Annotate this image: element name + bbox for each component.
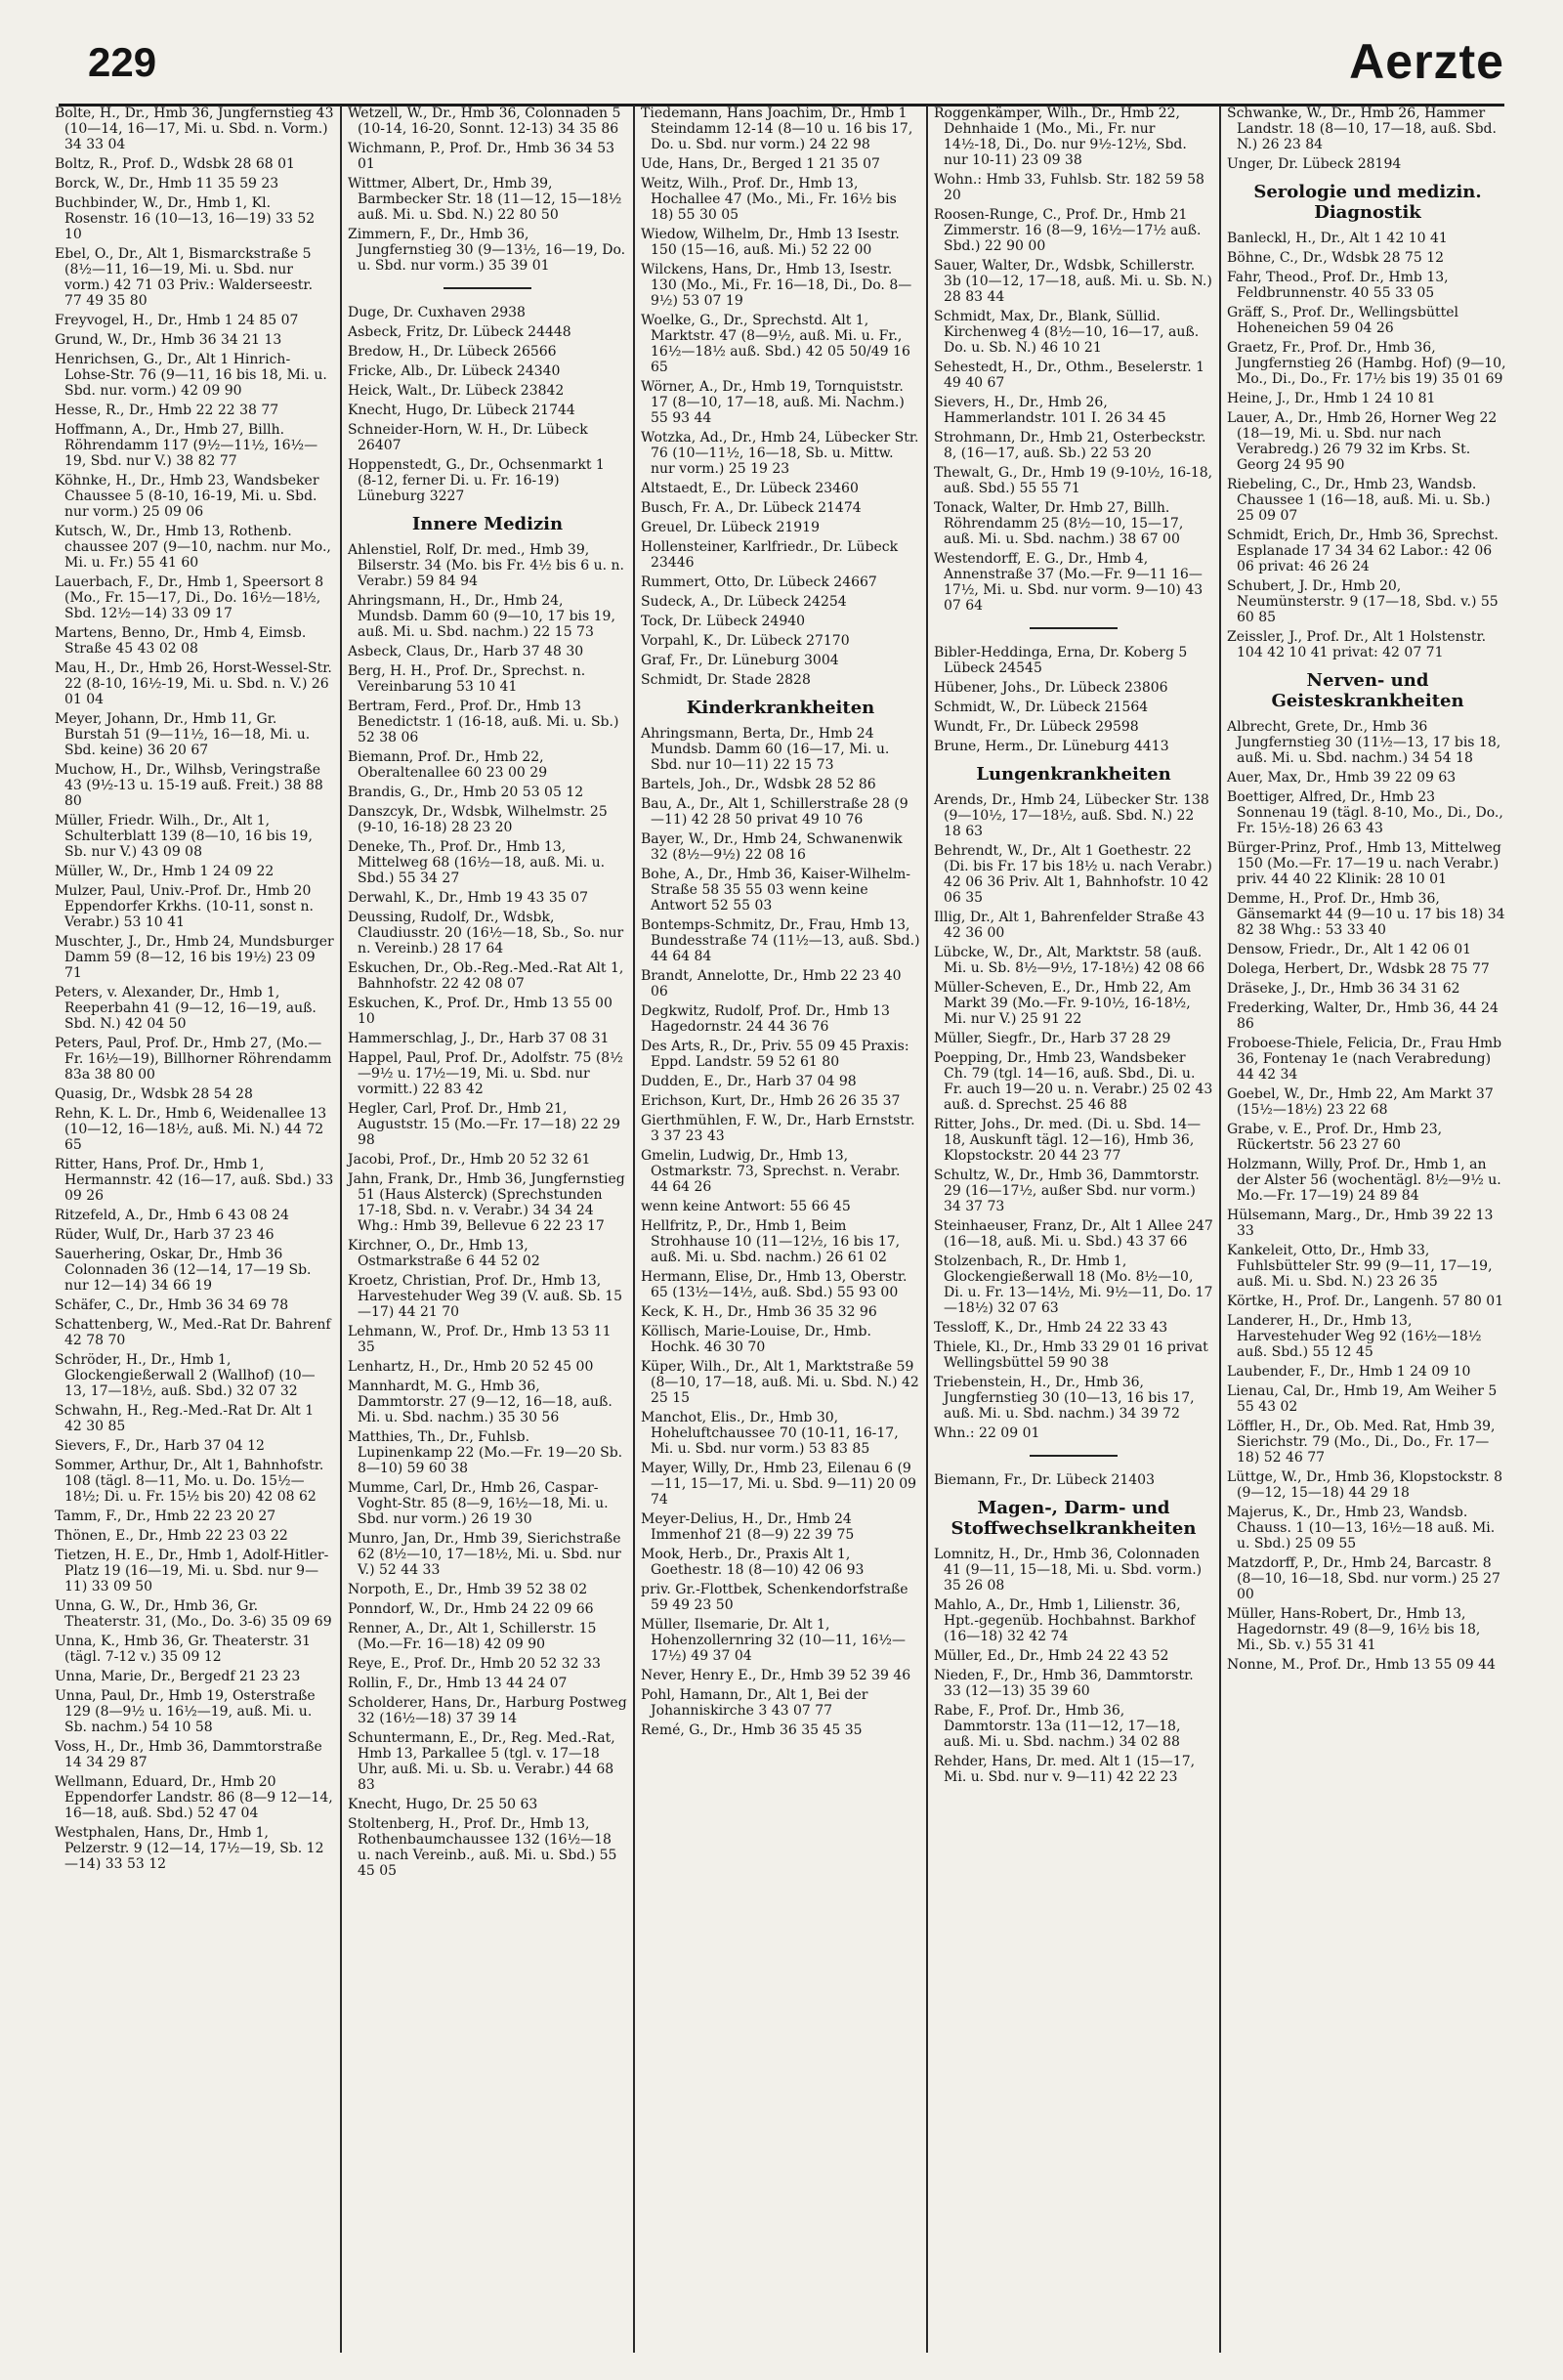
- page-header: [59, 29, 1504, 106]
- directory-entry: Henrichsen, G., Dr., Alt 1 Hinrich-Lohse-Str. 76 (9—11, 16 bis 18, Mi. u. Sbd. nur. vorm.) 42 09 90: [55, 352, 327, 399]
- directory-entry: Boettiger, Alfred, Dr., Hmb 23 Sonnenau 19 (tägl. 8-10, Mo., Di., Do., Fr. 15½-18) 26 63 43: [1227, 789, 1503, 836]
- directory-entry: Bürger-Prinz, Prof., Hmb 13, Mittelweg 150 (Mo.—Fr. 17—19 u. nach Verabr.) priv. 44 40 22 Klinik: 28 10 01: [1227, 840, 1501, 887]
- directory-entry: Matzdorff, P., Dr., Hmb 24, Barcastr. 8 (8—10, 16—18, Sbd. nur vorm.) 25 27 00: [1227, 1555, 1500, 1602]
- directory-entry: Schneider-Horn, W. H., Dr. Lübeck 26407: [348, 422, 588, 453]
- directory-entry: Lehmann, W., Prof. Dr., Hmb 13 53 11 35: [348, 1324, 612, 1355]
- directory-entry: Meyer, Johann, Dr., Hmb 11, Gr. Burstah 51 (9—11½, 16—18, Mi. u. Sbd. keine) 36 20 67: [55, 711, 311, 758]
- directory-entry: Zimmern, F., Dr., Hmb 36, Jungfernstieg 30 (9—13½, 16—19, Do. u. Sbd. nur vorm.) 35 39 01: [348, 227, 626, 274]
- directory-entry: Knecht, Hugo, Dr. Lübeck 21744: [348, 403, 575, 418]
- directory-entry: Schmidt, Erich, Dr., Hmb 36, Sprechst. Esplanade 17 34 34 62 Labor.: 42 06 06 privat: 46 26 24: [1227, 528, 1499, 574]
- directory-entry: Sudeck, A., Dr. Lübeck 24254: [641, 594, 847, 610]
- directory-entry: Asbeck, Claus, Dr., Harb 37 48 30: [348, 644, 584, 659]
- directory-entry: Des Arts, R., Dr., Priv. 55 09 45 Praxis: Eppd. Landstr. 59 52 61 80: [641, 1039, 909, 1070]
- directory-entry: Peters, Paul, Prof. Dr., Hmb 27, (Mo.—Fr. 16½—19), Billhorner Röhrendamm 83a 38 80 00: [55, 1036, 332, 1083]
- directory-entry: Schubert, J. Dr., Hmb 20, Neumünsterstr. 9 (17—18, Sbd. v.) 55 60 85: [1227, 578, 1499, 625]
- directory-entry: Wittmer, Albert, Dr., Hmb 39, Barmbecker Str. 18 (11—12, 15—18½ auß. Mi. u. Sbd. N.) 22 80 50: [348, 176, 622, 223]
- directory-entry: Sauer, Walter, Dr., Wdsbk, Schillerstr. 3b (10—12, 17—18, auß. Mi. u. Sb. N.) 28 83 44: [934, 258, 1212, 305]
- directory-entry: Rehn, K. L. Dr., Hmb 6, Weidenallee 13 (10—12, 16—18½, auß. Mi. N.) 44 72 65: [55, 1106, 327, 1153]
- directory-entry: Schwahn, H., Reg.-Med.-Rat Dr. Alt 1 42 30 85: [55, 1403, 315, 1434]
- directory-entry: Ebel, O., Dr., Alt 1, Bismarckstraße 5 (8½—11, 16—19, Mi. u. Sbd. nur vorm.) 42 71 03 Priv.: Walderseestr. 77 49 35 80: [55, 246, 314, 309]
- directory-entry: Schmidt, Dr. Stade 2828: [641, 672, 811, 688]
- directory-entry: Schäfer, C., Dr., Hmb 36 34 69 78: [55, 1297, 289, 1313]
- directory-entry: Schmidt, W., Dr. Lübeck 21564: [934, 700, 1149, 715]
- directory-entry: Bayer, W., Dr., Hmb 24, Schwanenwik 32 (8½—9½) 22 08 16: [641, 831, 903, 863]
- page-title: Aerzte: [1349, 34, 1504, 89]
- directory-entry: Knecht, Hugo, Dr. 25 50 63: [348, 1797, 538, 1812]
- directory-entry: Dudden, E., Dr., Harb 37 04 98: [641, 1074, 857, 1089]
- divider: [444, 287, 531, 289]
- directory-entry: Wetzell, W., Dr., Hmb 36, Colonnaden 5 (10-14, 16-20, Sonnt. 12-13) 34 35 86: [348, 106, 621, 137]
- directory-column: [928, 106, 1221, 2353]
- section-heading: Kinderkrankheiten: [686, 698, 875, 718]
- directory-entry: Busch, Fr. A., Dr. Lübeck 21474: [641, 500, 862, 516]
- directory-entry: Stoltenberg, H., Prof. Dr., Hmb 13, Rothenbaumchaussee 132 (16½—18 u. nach Vereinb., auß. Mi. u. Sbd.) 55 45 05: [348, 1816, 617, 1879]
- directory-entry: Altstaedt, E., Dr. Lübeck 23460: [641, 481, 859, 496]
- directory-entry: Gierthmühlen, F. W., Dr., Harb Ernststr. 3 37 23 43: [641, 1113, 915, 1144]
- directory-entry: Behrendt, W., Dr., Alt 1 Goethestr. 22 (Di. bis Fr. 17 bis 18½ u. nach Verabr.) 42 06 36 Priv. Alt 1, Bahnhofstr. 10 42 06 35: [934, 843, 1212, 906]
- directory-entry: Graetz, Fr., Prof. Dr., Hmb 36, Jungfernstieg 26 (Hambg. Hof) (9—10, Mo., Di., Do., Fr. 17½ bis 19) 35 01 69: [1227, 340, 1506, 387]
- directory-entry: Hoffmann, A., Dr., Hmb 27, Billh. Röhrendamm 117 (9½—11½, 16½—19, Sbd. nur V.) 38 82 77: [55, 422, 318, 469]
- directory-entry: Westendorff, E. G., Dr., Hmb 4, Annenstraße 37 (Mo.—Fr. 9—11 16—17½, Mi. u. Sbd. nur vorm. 9—10) 43 07 64: [934, 551, 1204, 614]
- directory-entry: Mumme, Carl, Dr., Hmb 26, Caspar-Voght-Str. 85 (8—9, 16½—18, Mi. u. Sbd. nur vorm.) 26 19 30: [348, 1480, 609, 1527]
- directory-entry: Hollensteiner, Karlfriedr., Dr. Lübeck 23446: [641, 539, 899, 571]
- directory-entry: Strohmann, Dr., Hmb 21, Osterbeckstr. 8, (16—17, auß. Sb.) 22 53 20: [934, 430, 1206, 461]
- directory-entry: Voss, H., Dr., Hmb 36, Dammtorstraße 14 34 29 87: [55, 1739, 322, 1770]
- directory-entry: Grund, W., Dr., Hmb 36 34 21 13: [55, 332, 282, 348]
- directory-entry: Wörner, A., Dr., Hmb 19, Tornquiststr. 17 (8—10, 17—18, auß. Mi. Nachm.) 55 93 44: [641, 379, 905, 426]
- directory-entry: Ritzefeld, A., Dr., Hmb 6 43 08 24: [55, 1208, 289, 1223]
- directory-entry: Lauerbach, F., Dr., Hmb 1, Speersort 8 (Mo., Fr. 15—17, Di., Do. 16½—18½, Sbd. 12½—14) 33 09 17: [55, 574, 324, 621]
- directory-entry: Peters, v. Alexander, Dr., Hmb 1, Reeperbahn 41 (9—12, 16—19, auß. Sbd. N.) 42 04 50: [55, 985, 317, 1032]
- directory-entry: Poepping, Dr., Hmb 23, Wandsbeker Ch. 79 (tgl. 14—16, auß. Sbd., Di. u. Fr. auch 19—20 u. n. Verabr.) 25 02 43 auß. d. Sprechst. 25 46 88: [934, 1050, 1213, 1113]
- directory-entry: Brune, Herm., Dr. Lüneburg 4413: [934, 739, 1169, 754]
- directory-entry: Landerer, H., Dr., Hmb 13, Harvestehuder Weg 92 (16½—18½ auß. Sbd.) 55 12 45: [1227, 1313, 1482, 1360]
- directory-entry: Körtke, H., Prof. Dr., Langenh. 57 80 01: [1227, 1294, 1504, 1309]
- directory-entry: Bibler-Heddinga, Erna, Dr. Koberg 5 Lübeck 24545: [934, 645, 1188, 676]
- directory-entry: Sievers, H., Dr., Hmb 26, Hammerlandstr. 101 I. 26 34 45: [934, 395, 1166, 426]
- directory-entry: Norpoth, E., Dr., Hmb 39 52 38 02: [348, 1582, 588, 1597]
- directory-entry: Renner, A., Dr., Alt 1, Schillerstr. 15 (Mo.—Fr. 16—18) 42 09 90: [348, 1621, 597, 1652]
- directory-entry: Holzmann, Willy, Prof. Dr., Hmb 1, an der Alster 56 (wochentägl. 8½—9½ u. Mo.—Fr. 17—19) 24 89 84: [1227, 1157, 1501, 1204]
- directory-entry: Freyvogel, H., Dr., Hmb 1 24 85 07: [55, 313, 299, 328]
- directory-entry: Nieden, F., Dr., Hmb 36, Dammtorstr. 33 (12—13) 35 39 60: [934, 1668, 1194, 1699]
- directory-entry: Ude, Hans, Dr., Berged 1 21 35 07: [641, 156, 880, 172]
- directory-entry: Hermann, Elise, Dr., Hmb 13, Oberstr. 65 (13½—14½, auß. Sbd.) 55 93 00: [641, 1269, 908, 1300]
- directory-column: [1221, 106, 1514, 2353]
- directory-entry: Woelke, G., Dr., Sprechstd. Alt 1, Marktstr. 47 (8—9½, auß. Mi. u. Fr., 16½—18½ auß. Sbd.) 42 05 50/49 16 65: [641, 313, 910, 375]
- directory-column: [49, 106, 342, 2353]
- directory-entry: Schmidt, Max, Dr., Blank, Süllid. Kirchenweg 4 (8½—10, 16—17, auß. Do. u. Sb. N.) 46 10 21: [934, 309, 1200, 356]
- directory-entry: Wundt, Fr., Dr. Lübeck 29598: [934, 719, 1139, 735]
- directory-entry: Köllisch, Marie-Louise, Dr., Hmb. Hochk. 46 30 70: [641, 1324, 871, 1355]
- directory-entry: Mook, Herb., Dr., Praxis Alt 1, Goethestr. 18 (8—10) 42 06 93: [641, 1547, 865, 1578]
- directory-entry: Vorpahl, K., Dr. Lübeck 27170: [641, 633, 850, 649]
- directory-entry: Zeissler, J., Prof. Dr., Alt 1 Holstenstr. 104 42 10 41 privat: 42 07 71: [1227, 629, 1487, 660]
- directory-entry: Wichmann, P., Prof. Dr., Hmb 36 34 53 01: [348, 141, 615, 172]
- directory-entry: Unna, G. W., Dr., Hmb 36, Gr. Theaterstr. 31, (Mo., Do. 3-6) 35 09 69: [55, 1598, 332, 1630]
- directory-entry: Greuel, Dr. Lübeck 21919: [641, 520, 820, 535]
- directory-entry: Laubender, F., Dr., Hmb 1 24 09 10: [1227, 1364, 1471, 1380]
- directory-entry: Bohe, A., Dr., Hmb 36, Kaiser-Wilhelm-Straße 58 35 55 03 wenn keine Antwort 52 55 03: [641, 867, 911, 914]
- directory-entry: Fricke, Alb., Dr. Lübeck 24340: [348, 363, 561, 379]
- directory-entry: Biemann, Prof. Dr., Hmb 22, Oberaltenallee 60 23 00 29: [348, 749, 548, 781]
- directory-entry: Gmelin, Ludwig, Dr., Hmb 13, Ostmarkstr. 73, Sprechst. n. Verabr. 44 64 26: [641, 1148, 901, 1195]
- directory-entry: Lübcke, W., Dr., Alt, Marktstr. 58 (auß. Mi. u. Sb. 8½—9½, 17-18½) 42 08 66: [934, 945, 1205, 976]
- directory-entry: Rollin, F., Dr., Hmb 13 44 24 07: [348, 1676, 568, 1691]
- directory-entry: Muchow, H., Dr., Wilhsb, Veringstraße 43 (9½-13 u. 15-19 auß. Freit.) 38 88 80: [55, 762, 323, 809]
- directory-entry: Ritter, Johs., Dr. med. (Di. u. Sbd. 14—18, Auskunft tägl. 12—16), Hmb 36, Klopstockstr. 20 44 23 77: [934, 1117, 1202, 1164]
- directory-entry: Wellmann, Eduard, Dr., Hmb 20 Eppendorfer Landstr. 86 (8—9 12—14, 16—18, auß. Sbd.) 52 47 04: [55, 1774, 333, 1821]
- columns-container: [49, 106, 1514, 2353]
- directory-entry: Tiedemann, Hans Joachim, Dr., Hmb 1 Steindamm 12-14 (8—10 u. 16 bis 17, Do. u. Sbd. nur vorm.) 24 22 98: [641, 106, 913, 152]
- directory-entry: Unna, K., Hmb 36, Gr. Theaterstr. 31 (tägl. 7-12 v.) 35 09 12: [55, 1634, 312, 1665]
- directory-entry: Roosen-Runge, C., Prof. Dr., Hmb 21 Zimmerstr. 16 (8—9, 16½—17½ auß. Sbd.) 22 90 00: [934, 207, 1202, 254]
- directory-entry: Happel, Paul, Prof. Dr., Adolfstr. 75 (8½—9½ u. 17½—19, Mi. u. Sbd. nur vormitt.) 22 83 42: [348, 1050, 623, 1097]
- directory-entry: Buchbinder, W., Dr., Hmb 1, Kl. Rosenstr. 16 (10—13, 16—19) 33 52 10: [55, 195, 316, 242]
- directory-entry: Demme, H., Prof. Dr., Hmb 36, Gänsemarkt 44 (9—10 u. 17 bis 18) 34 82 38 Whg.: 53 33 40: [1227, 891, 1505, 938]
- directory-entry: Mannhardt, M. G., Hmb 36, Dammtorstr. 27 (9—12, 16—18, auß. Mi. u. Sbd. nachm.) 35 30 56: [348, 1379, 613, 1425]
- directory-entry: Stolzenbach, R., Dr. Hmb 1, Glockengießerwall 18 (Mo. 8½—10, Di. u. Fr. 13—14½, Mi. 9½—11, Do. 17—18½) 32 07 63: [934, 1254, 1213, 1316]
- directory-entry: Mulzer, Paul, Univ.-Prof. Dr., Hmb 20 Eppendorfer Krkhs. (10-11, sonst n. Verabr.) 53 10 41: [55, 883, 314, 930]
- directory-entry: Hülsemann, Marg., Dr., Hmb 39 22 13 33: [1227, 1208, 1494, 1239]
- directory-entry: Sehestedt, H., Dr., Othm., Beselerstr. 1 49 40 67: [934, 360, 1205, 391]
- directory-entry: Dräseke, J., Dr., Hmb 36 34 31 62: [1227, 981, 1460, 997]
- directory-entry: Bredow, H., Dr. Lübeck 26566: [348, 344, 557, 360]
- directory-entry: Roggenkämper, Wilh., Dr., Hmb 22, Dehnhaide 1 (Mo., Mi., Fr. nur 14½-18, Di., Do. nur 9½-12½, Sbd. nur 10-11) 23 09 38: [934, 106, 1187, 168]
- directory-entry: Thönen, E., Dr., Hmb 22 23 03 22: [55, 1528, 288, 1544]
- section-heading: Serologie und medizin. Diagnostik: [1253, 182, 1482, 223]
- directory-entry: Müller, Hans-Robert, Dr., Hmb 13, Hagedornstr. 49 (8—9, 16½ bis 18, Mi., Sb. v.) 55 31 41: [1227, 1606, 1481, 1653]
- directory-entry: Jacobi, Prof., Dr., Hmb 20 52 32 61: [348, 1152, 591, 1168]
- directory-entry: Duge, Dr. Cuxhaven 2938: [348, 305, 526, 320]
- directory-entry: Meyer-Delius, H., Dr., Hmb 24 Immenhof 21 (8—9) 22 39 75: [641, 1511, 855, 1543]
- directory-entry: Tietzen, H. E., Dr., Hmb 1, Adolf-Hitler-Platz 19 (16—19, Mi. u. Sbd. nur 9—11) 33 09 50: [55, 1548, 329, 1594]
- directory-column: [635, 106, 928, 2353]
- directory-entry: Majerus, K., Dr., Hmb 23, Wandsb. Chauss. 1 (10—13, 16½—18 auß. Mi. u. Sbd.) 25 09 55: [1227, 1505, 1496, 1551]
- directory-entry: Eskuchen, K., Prof. Dr., Hmb 13 55 00 10: [348, 996, 613, 1027]
- directory-entry: Degkwitz, Rudolf, Prof. Dr., Hmb 13 Hagedornstr. 24 44 36 76: [641, 1003, 890, 1035]
- directory-entry: Löffler, H., Dr., Ob. Med. Rat, Hmb 39, Sierichstr. 79 (Mo., Di., Do., Fr. 17—18) 52 46 77: [1227, 1419, 1496, 1466]
- directory-entry: wenn keine Antwort: 55 66 45: [641, 1199, 851, 1214]
- directory-entry: Densow, Friedr., Dr., Alt 1 42 06 01: [1227, 942, 1472, 957]
- directory-entry: Kankeleit, Otto, Dr., Hmb 33, Fuhlsbütteler Str. 99 (9—11, 17—19, auß. Mi. u. Sbd. N.) 23 26 35: [1227, 1243, 1493, 1290]
- directory-entry: Dolega, Herbert, Dr., Wdsbk 28 75 77: [1227, 961, 1490, 977]
- directory-column: [342, 106, 635, 2353]
- directory-entry: Goebel, W., Dr., Hmb 22, Am Markt 37 (15½—18½) 23 22 68: [1227, 1086, 1494, 1118]
- directory-entry: Tessloff, K., Dr., Hmb 24 22 33 43: [934, 1320, 1168, 1336]
- directory-entry: Müller-Scheven, E., Dr., Hmb 22, Am Markt 39 (Mo.—Fr. 9-10½, 16-18½, Mi. nur V.) 25 91 22: [934, 980, 1192, 1027]
- directory-entry: Schultz, W., Dr., Hmb 36, Dammtorstr. 29 (16—17½, außer Sbd. nur vorm.) 34 37 73: [934, 1168, 1200, 1214]
- directory-entry: Nonne, M., Prof. Dr., Hmb 13 55 09 44: [1227, 1657, 1496, 1673]
- directory-entry: Wilckens, Hans, Dr., Hmb 13, Isestr. 130 (Mo., Mi., Fr. 16—18, Di., Do. 8—9½) 53 07 19: [641, 262, 912, 309]
- directory-entry: Unger, Dr. Lübeck 28194: [1227, 156, 1402, 172]
- directory-entry: Müller, Friedr. Wilh., Dr., Alt 1, Schulterblatt 139 (8—10, 16 bis 19, Sb. nur V.) 43 09 08: [55, 813, 313, 860]
- directory-entry: Ahringsmann, Berta, Dr., Hmb 24 Mundsb. Damm 60 (16—17, Mi. u. Sbd. nur 10—11) 22 15 73: [641, 726, 890, 773]
- directory-entry: Muschter, J., Dr., Hmb 24, Mundsburger Damm 59 (8—12, 16 bis 19½) 23 09 71: [55, 934, 334, 981]
- directory-entry: Sauerhering, Oskar, Dr., Hmb 36 Colonnaden 36 (12—14, 17—19 Sb. nur 12—14) 34 66 19: [55, 1247, 312, 1294]
- directory-entry: Bontemps-Schmitz, Dr., Frau, Hmb 13, Bundesstraße 74 (11½—13, auß. Sbd.) 44 64 84: [641, 917, 920, 964]
- directory-entry: Thiele, Kl., Dr., Hmb 33 29 01 16 privat Wellingsbüttel 59 90 38: [934, 1339, 1208, 1371]
- directory-entry: Martens, Benno, Dr., Hmb 4, Eimsb. Straße 45 43 02 08: [55, 625, 307, 657]
- directory-entry: Ponndorf, W., Dr., Hmb 24 22 09 66: [348, 1601, 594, 1617]
- directory-entry: Hegler, Carl, Prof. Dr., Hmb 21, Auguststr. 15 (Mo.—Fr. 17—18) 22 29 98: [348, 1101, 620, 1148]
- directory-entry: Hübener, Johs., Dr. Lübeck 23806: [934, 680, 1168, 696]
- directory-entry: Mau, H., Dr., Hmb 26, Horst-Wessel-Str. 22 (8-10, 16½-19, Mi. u. Sbd. n. V.) 26 01 04: [55, 660, 332, 707]
- directory-entry: Illig, Dr., Alt 1, Bahrenfelder Straße 43 42 36 00: [934, 910, 1205, 941]
- section-heading: Magen-, Darm- und Stoffwechselkrankheiten: [950, 1498, 1197, 1539]
- directory-entry: Tock, Dr. Lübeck 24940: [641, 614, 806, 629]
- divider: [1030, 1455, 1118, 1457]
- directory-entry: Eskuchen, Dr., Ob.-Reg.-Med.-Rat Alt 1, Bahnhofstr. 22 42 08 07: [348, 960, 624, 992]
- directory-entry: Lenhartz, H., Dr., Hmb 20 52 45 00: [348, 1359, 594, 1375]
- directory-entry: Schuntermann, E., Dr., Reg. Med.-Rat, Hmb 13, Parkallee 5 (tgl. v. 17—18 Uhr, auß. Mi. u. Sb. u. Verabr.) 44 68 83: [348, 1730, 615, 1793]
- directory-entry: Arends, Dr., Hmb 24, Lübecker Str. 138 (9—10½, 17—18½, auß. Sbd. N.) 22 18 63: [934, 792, 1209, 839]
- directory-entry: Hoppenstedt, G., Dr., Ochsenmarkt 1 (8-12, ferner Di. u. Fr. 16-19) Lüneburg 3227: [348, 457, 605, 504]
- directory-entry: Biemann, Fr., Dr. Lübeck 21403: [934, 1472, 1155, 1488]
- directory-entry: Westphalen, Hans, Dr., Hmb 1, Pelzerstr. 9 (12—14, 17½—19, Sb. 12—14) 33 53 12: [55, 1825, 324, 1872]
- directory-entry: Borck, W., Dr., Hmb 11 35 59 23: [55, 176, 279, 191]
- directory-entry: Asbeck, Fritz, Dr. Lübeck 24448: [348, 324, 571, 340]
- directory-entry: Pohl, Hamann, Dr., Alt 1, Bei der Johanniskirche 3 43 07 77: [641, 1687, 868, 1719]
- directory-entry: Wohn.: Hmb 33, Fuhlsb. Str. 182 59 58 20: [934, 172, 1204, 203]
- directory-entry: Müller, Siegfr., Dr., Harb 37 28 29: [934, 1031, 1171, 1046]
- directory-entry: Rehder, Hans, Dr. med. Alt 1 (15—17, Mi. u. Sbd. nur v. 9—11) 42 22 23: [934, 1754, 1196, 1785]
- page-number: 229: [88, 39, 157, 85]
- directory-entry: Matthies, Th., Dr., Fuhlsb. Lupinenkamp 22 (Mo.—Fr. 19—20 Sb. 8—10) 59 60 38: [348, 1429, 623, 1476]
- directory-entry: Reye, E., Prof. Dr., Hmb 20 52 32 33: [348, 1656, 601, 1672]
- directory-entry: Frederking, Walter, Dr., Hmb 36, 44 24 86: [1227, 1000, 1499, 1032]
- directory-entry: Ahlenstiel, Rolf, Dr. med., Hmb 39, Bilserstr. 34 (Mo. bis Fr. 4½ bis 6 u. n. Verabr.) 59 84 94: [348, 542, 624, 589]
- directory-entry: Deussing, Rudolf, Dr., Wdsbk, Claudiusstr. 20 (16½—18, Sb., So. nur n. Vereinb.) 28 17 64: [348, 910, 624, 956]
- directory-entry: Kutsch, W., Dr., Hmb 13, Rothenb. chaussee 207 (9—10, nachm. nur Mo., Mi. u. Fr.) 55 41 60: [55, 524, 331, 571]
- directory-entry: Sommer, Arthur, Dr., Alt 1, Bahnhofstr. 108 (tägl. 8—11, Mo. u. Do. 15½—18½; Di. u. Fr. 15½ bis 20) 42 08 62: [55, 1458, 324, 1505]
- directory-entry: Rummert, Otto, Dr. Lübeck 24667: [641, 574, 877, 590]
- directory-entry: Albrecht, Grete, Dr., Hmb 36 Jungfernstieg 30 (11½—13, 17 bis 18, auß. Mi. u. Sbd. nachm.) 34 54 18: [1227, 719, 1501, 766]
- directory-entry: Danszcyk, Dr., Wdsbk, Wilhelmstr. 25 (9-10, 16-18) 28 23 20: [348, 804, 608, 835]
- directory-entry: Lomnitz, H., Dr., Hmb 36, Colonnaden 41 (9—11, 15—18, Mi. u. Sbd. vorm.) 35 26 08: [934, 1547, 1203, 1594]
- directory-entry: Graf, Fr., Dr. Lüneburg 3004: [641, 653, 839, 668]
- directory-entry: Lüttge, W., Dr., Hmb 36, Klopstockstr. 8 (9—12, 15—18) 44 29 18: [1227, 1469, 1503, 1501]
- directory-entry: Unna, Marie, Dr., Bergedf 21 23 23: [55, 1669, 301, 1684]
- directory-entry: Manchot, Elis., Dr., Hmb 30, Hoheluftchaussee 70 (10-11, 16-17, Mi. u. Sbd. nur vorm.) 53 83 85: [641, 1410, 899, 1457]
- directory-entry: Hesse, R., Dr., Hmb 22 22 38 77: [55, 403, 279, 418]
- directory-entry: Banleckl, H., Dr., Alt 1 42 10 41: [1227, 231, 1448, 246]
- directory-entry: Köhnke, H., Dr., Hmb 23, Wandsbeker Chaussee 5 (8-10, 16-19, Mi. u. Sbd. nur vorm.) 25 09 06: [55, 473, 319, 520]
- directory-entry: Riebeling, C., Dr., Hmb 23, Wandsb. Chaussee 1 (16—18, auß. Mi. u. Sb.) 25 09 07: [1227, 477, 1491, 524]
- directory-entry: Remé, G., Dr., Hmb 36 35 45 35: [641, 1722, 863, 1738]
- directory-entry: Tamm, F., Dr., Hmb 22 23 20 27: [55, 1509, 276, 1524]
- directory-entry: Bartels, Joh., Dr., Wdsbk 28 52 86: [641, 777, 876, 792]
- directory-entry: Müller, Ed., Dr., Hmb 24 22 43 52: [934, 1648, 1169, 1664]
- directory-entry: Scholderer, Hans, Dr., Harburg Postweg 32 (16½—18) 37 39 14: [348, 1695, 627, 1726]
- directory-entry: Quasig, Dr., Wdsbk 28 54 28: [55, 1086, 253, 1102]
- directory-entry: Derwahl, K., Dr., Hmb 19 43 35 07: [348, 890, 588, 906]
- directory-entry: Sievers, F., Dr., Harb 37 04 12: [55, 1438, 265, 1454]
- directory-entry: Bau, A., Dr., Alt 1, Schillerstraße 28 (9—11) 42 28 50 privat 49 10 76: [641, 796, 908, 828]
- directory-entry: Steinhaeuser, Franz, Dr., Alt 1 Allee 247 (16—18, auß. Mi. u. Sbd.) 43 37 66: [934, 1218, 1213, 1250]
- directory-entry: Schattenberg, W., Med.-Rat Dr. Bahrenf 42 78 70: [55, 1317, 331, 1348]
- directory-entry: Berg, H. H., Prof. Dr., Sprechst. n. Vereinbarung 53 10 41: [348, 663, 586, 695]
- directory-entry: Never, Henry E., Dr., Hmb 39 52 39 46: [641, 1668, 911, 1683]
- directory-entry: Keck, K. H., Dr., Hmb 36 35 32 96: [641, 1304, 877, 1320]
- directory-entry: Bolte, H., Dr., Hmb 36, Jungfernstieg 43 (10—14, 16—17, Mi. u. Sbd. n. Vorm.) 34 33 04: [55, 106, 334, 152]
- directory-entry: Schwanke, W., Dr., Hmb 26, Hammer Landstr. 18 (8—10, 17—18, auß. Sbd. N.) 26 23 84: [1227, 106, 1497, 152]
- directory-entry: Ahringsmann, H., Dr., Hmb 24, Mundsb. Damm 60 (9—10, 17 bis 19, auß. Mi. u. Sbd. nachm.) 22 15 73: [348, 593, 615, 640]
- directory-entry: Fahr, Theod., Prof. Dr., Hmb 13, Feldbrunnenstr. 40 55 33 05: [1227, 270, 1449, 301]
- directory-entry: Mahlo, A., Dr., Hmb 1, Lilienstr. 36, Hpt.-gegenüb. Hochbahnst. Barkhof (16—18) 32 42 74: [934, 1597, 1196, 1644]
- section-heading: Innere Medizin: [411, 514, 564, 534]
- directory-entry: Whn.: 22 09 01: [934, 1425, 1040, 1441]
- directory-entry: Hellfritz, P., Dr., Hmb 1, Beim Strohhause 10 (11—12½, 16 bis 17, auß. Mi. u. Sbd. nachm.) 26 61 02: [641, 1218, 901, 1265]
- section-heading: Lungenkrankheiten: [976, 764, 1171, 785]
- divider: [1030, 627, 1118, 629]
- directory-entry: Gräff, S., Prof. Dr., Wellingsbüttel Hoheneichen 59 04 26: [1227, 305, 1458, 336]
- directory-entry: Auer, Max, Dr., Hmb 39 22 09 63: [1227, 770, 1457, 786]
- directory-entry: Heine, J., Dr., Hmb 1 24 10 81: [1227, 391, 1436, 406]
- directory-entry: Bertram, Ferd., Prof. Dr., Hmb 13 Benedictstr. 1 (16-18, auß. Mi. u. Sb.) 52 38 06: [348, 699, 619, 745]
- directory-entry: Tonack, Walter, Dr. Hmb 27, Billh. Röhrendamm 25 (8½—10, 15—17, auß. Mi. u. Sbd. nachm.) 38 67 00: [934, 500, 1184, 547]
- directory-entry: Froboese-Thiele, Felicia, Dr., Frau Hmb 36, Fontenay 1e (nach Verabredung) 44 42 34: [1227, 1036, 1502, 1083]
- directory-entry: Brandis, G., Dr., Hmb 20 53 05 12: [348, 785, 584, 800]
- directory-entry: Wiedow, Wilhelm, Dr., Hmb 13 Isestr. 150 (15—16, auß. Mi.) 52 22 00: [641, 227, 900, 258]
- directory-entry: Triebenstein, H., Dr., Hmb 36, Jungfernstieg 30 (10—13, 16 bis 17, auß. Mi. u. Sbd. nachm.) 34 39 72: [934, 1375, 1195, 1422]
- directory-entry: Rabe, F., Prof. Dr., Hmb 36, Dammtorstr. 13a (11—12, 17—18, auß. Mi. u. Sbd. nachm.) 34 02 88: [934, 1703, 1181, 1750]
- directory-entry: Erichson, Kurt, Dr., Hmb 26 26 35 37: [641, 1093, 901, 1109]
- directory-entry: Hammerschlag, J., Dr., Harb 37 08 31: [348, 1031, 610, 1046]
- directory-entry: Jahn, Frank, Dr., Hmb 36, Jungfernstieg 51 (Haus Alsterck) (Sprechstunden 17-18, Sbd. n. v. Verabr.) 34 34 24 Whg.: Hmb 39, Bellevue 6 22 23 17: [348, 1171, 625, 1234]
- directory-entry: Müller, Ilsemarie, Dr. Alt 1, Hohenzollernring 32 (10—11, 16½—17½) 49 37 04: [641, 1617, 906, 1664]
- directory-entry: Weitz, Wilh., Prof. Dr., Hmb 13, Hochallee 47 (Mo., Mi., Fr. 16½ bis 18) 55 30 05: [641, 176, 897, 223]
- directory-entry: Brandt, Annelotte, Dr., Hmb 22 23 40 06: [641, 968, 902, 999]
- directory-entry: Wotzka, Ad., Dr., Hmb 24, Lübecker Str. 76 (10—11½, 16—18, Sb. u. Mittw. nur vorm.) 25 19 23: [641, 430, 919, 477]
- directory-entry: Ritter, Hans, Prof. Dr., Hmb 1, Hermannstr. 42 (16—17, auß. Sbd.) 33 09 26: [55, 1157, 334, 1204]
- directory-entry: Mayer, Willy, Dr., Hmb 23, Eilenau 6 (9—11, 15—17, Mi. u. Sbd. 9—11) 20 09 74: [641, 1461, 917, 1508]
- directory-entry: Grabe, v. E., Prof. Dr., Hmb 23, Rückertstr. 56 23 27 60: [1227, 1122, 1443, 1153]
- directory-entry: Küper, Wilh., Dr., Alt 1, Marktstraße 59 (8—10, 17—18, auß. Mi. u. Sbd. N.) 42 25 15: [641, 1359, 919, 1406]
- directory-entry: Unna, Paul, Dr., Hmb 19, Osterstraße 129 (8—9½ u. 16½—19, auß. Mi. u. Sb. nachm.) 54 10 58: [55, 1688, 316, 1735]
- directory-entry: Müller, W., Dr., Hmb 1 24 09 22: [55, 864, 275, 879]
- directory-entry: Deneke, Th., Prof. Dr., Hmb 13, Mittelweg 68 (16½—18, auß. Mi. u. Sbd.) 55 34 27: [348, 839, 606, 886]
- directory-entry: Munro, Jan, Dr., Hmb 39, Sierichstraße 62 (8½—10, 17—18½, Mi. u. Sbd. nur V.) 52 44 33: [348, 1531, 621, 1578]
- directory-entry: Kirchner, O., Dr., Hmb 13, Ostmarkstraße 6 44 52 02: [348, 1238, 540, 1269]
- section-heading: Nerven- und Geisteskrankheiten: [1271, 670, 1464, 711]
- directory-entry: Rüder, Wulf, Dr., Harb 37 23 46: [55, 1227, 275, 1243]
- directory-entry: Böhne, C., Dr., Wdsbk 28 75 12: [1227, 250, 1445, 266]
- directory-entry: Lienau, Cal, Dr., Hmb 19, Am Weiher 5 55 43 02: [1227, 1383, 1498, 1415]
- directory-entry: priv. Gr.-Flottbek, Schenkendorfstraße 59 49 23 50: [641, 1582, 908, 1613]
- directory-entry: Schröder, H., Dr., Hmb 1, Glockengießerwall 2 (Wallhof) (10—13, 17—18½, auß. Sbd.) 32 07 32: [55, 1352, 316, 1399]
- directory-entry: Thewalt, G., Dr., Hmb 19 (9-10½, 16-18, auß. Sbd.) 55 55 71: [934, 465, 1213, 496]
- directory-entry: Heick, Walt., Dr. Lübeck 23842: [348, 383, 565, 399]
- directory-entry: Boltz, R., Prof. D., Wdsbk 28 68 01: [55, 156, 295, 172]
- directory-entry: Lauer, A., Dr., Hmb 26, Horner Weg 22 (18—19, Mi. u. Sbd. nur nach Verabredg.) 26 79 32 im Krbs. St. Georg 24 95 90: [1227, 410, 1498, 473]
- directory-entry: Kroetz, Christian, Prof. Dr., Hmb 13, Harvestehuder Weg 39 (V. auß. Sb. 15—17) 44 21 70: [348, 1273, 623, 1320]
